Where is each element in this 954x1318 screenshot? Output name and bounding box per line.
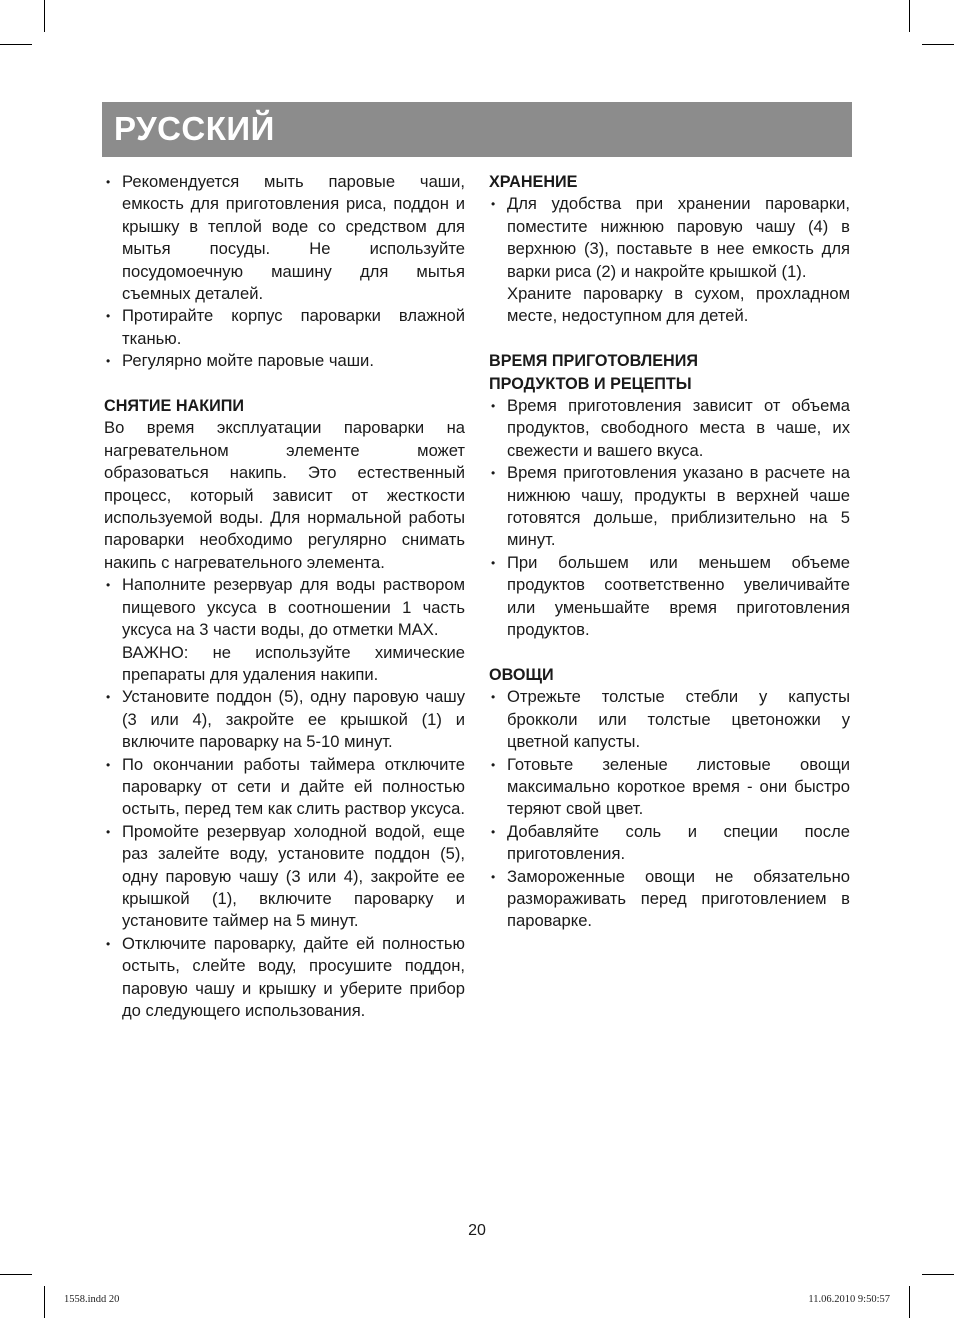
- print-slug-date: 11.06.2010 9:50:57: [808, 1294, 890, 1305]
- list-item: • Замороженные овощи не обязательно размораживать перед приготовлением в пароварке.: [489, 866, 850, 933]
- section-heading-descaling: СНЯТИЕ НАКИПИ: [104, 397, 244, 416]
- section-heading-vegetables: ОВОЩИ: [489, 665, 554, 684]
- warning-note: ВАЖНО: не используйте химические препараты для удаления накипи.: [122, 642, 465, 684]
- section-heading-storage: ХРАНЕНИЕ: [489, 173, 578, 191]
- list-item: • Отрежьте толстые стебли у капусты брокколи или толстые цветоножки у цветной капусты.: [489, 686, 850, 753]
- list-item: • По окончании работы таймера отключите пароварку от сети и дайте ей полностью остыть, перед тем как слить раствор уксуса.: [104, 754, 465, 821]
- crop-mark: [922, 1274, 954, 1275]
- list-item: • При большем или меньшем объеме продуктов соответственно увеличивайте или уменьшайте время приготовления продуктов.: [489, 552, 850, 642]
- list-item: • Промойте резервуар холодной водой, еще раз залейте воду, установите поддон (5), одну паровую чашу (3 или 4), закройте ее крышкой (1), включите пароварку и установите таймер на 5 минут.: [104, 821, 465, 933]
- storage-note: Храните пароварку в сухом, прохладном месте, недоступном для детей.: [507, 284, 850, 326]
- crop-mark: [909, 0, 910, 32]
- crop-mark: [0, 44, 32, 45]
- list-item: • Регулярно мойте паровые чаши.: [104, 350, 465, 372]
- list-item: • Протирайте корпус пароварки влажной тканью.: [104, 305, 465, 350]
- list-item: • Установите поддон (5), одну паровую чашу (3 или 4), закройте ее крышкой (1) и включите пароварку на 5-10 минут.: [104, 686, 465, 753]
- language-header-bar: [102, 102, 852, 157]
- right-column: [489, 171, 850, 933]
- list-item: • Время приготовления указано в расчете на нижнюю чашу, продукты в верхней чаше готовятся дольше, приблизительно на 5 минут.: [489, 462, 850, 552]
- list-item: • Добавляйте соль и специи после приготовления.: [489, 821, 850, 866]
- list-item: • Готовьте зеленые листовые овощи максимально короткое время - они быстро теряют свой цвет.: [489, 754, 850, 821]
- print-slug-file: 1558.indd 20: [64, 1294, 120, 1305]
- crop-mark: [909, 1286, 910, 1318]
- list-item: • Время приготовления зависит от объема продуктов, свободного места в чаше, их свежести и вашего вкуса.: [489, 395, 850, 462]
- crop-mark: [44, 1286, 45, 1318]
- section-heading-cooking-time-line2: ПРОДУКТОВ И РЕЦЕПТЫ: [489, 374, 692, 393]
- crop-mark: [44, 0, 45, 32]
- crop-mark: [922, 44, 954, 45]
- section-heading-cooking-time: ВРЕМЯ ПРИГОТОВЛЕНИЯ: [489, 352, 698, 371]
- left-column: [104, 171, 465, 1022]
- list-item: • Рекомендуется мыть паровые чаши, емкость для приготовления риса, поддон и крышку в теплой воде со средством для мытья посуды. Не используйте посудомоечную машину для мытья съемных деталей.: [104, 171, 465, 305]
- list-item: • Наполните резервуар для воды раствором пищевого уксуса в соотношении 1 часть уксуса на 3 части воды, до отметки MAX.: [104, 574, 465, 641]
- list-item: • Отключите пароварку, дайте ей полностью остыть, слейте воду, просушите поддон, паровую чашу и крышку и уберите прибор до следующего использования.: [104, 933, 465, 1023]
- list-item: • Для удобства при хранении пароварки, поместите нижнюю паровую чашу (4) в верхнюю (3), поставьте в нее емкость для варки риса (2) и накройте крышкой (1).: [489, 193, 850, 283]
- crop-mark: [0, 1274, 32, 1275]
- language-title: РУССКИЙ: [114, 110, 275, 147]
- descaling-intro: Во время эксплуатации пароварки на нагревательном элементе может образоваться накипь. Это естественный процесс, который зависит от жесткости используемой воды. Для нормальной работы пароварки необходимо регулярно снимать накипь с нагревательного элемента.: [104, 418, 465, 572]
- page-number: 20: [468, 1222, 486, 1239]
